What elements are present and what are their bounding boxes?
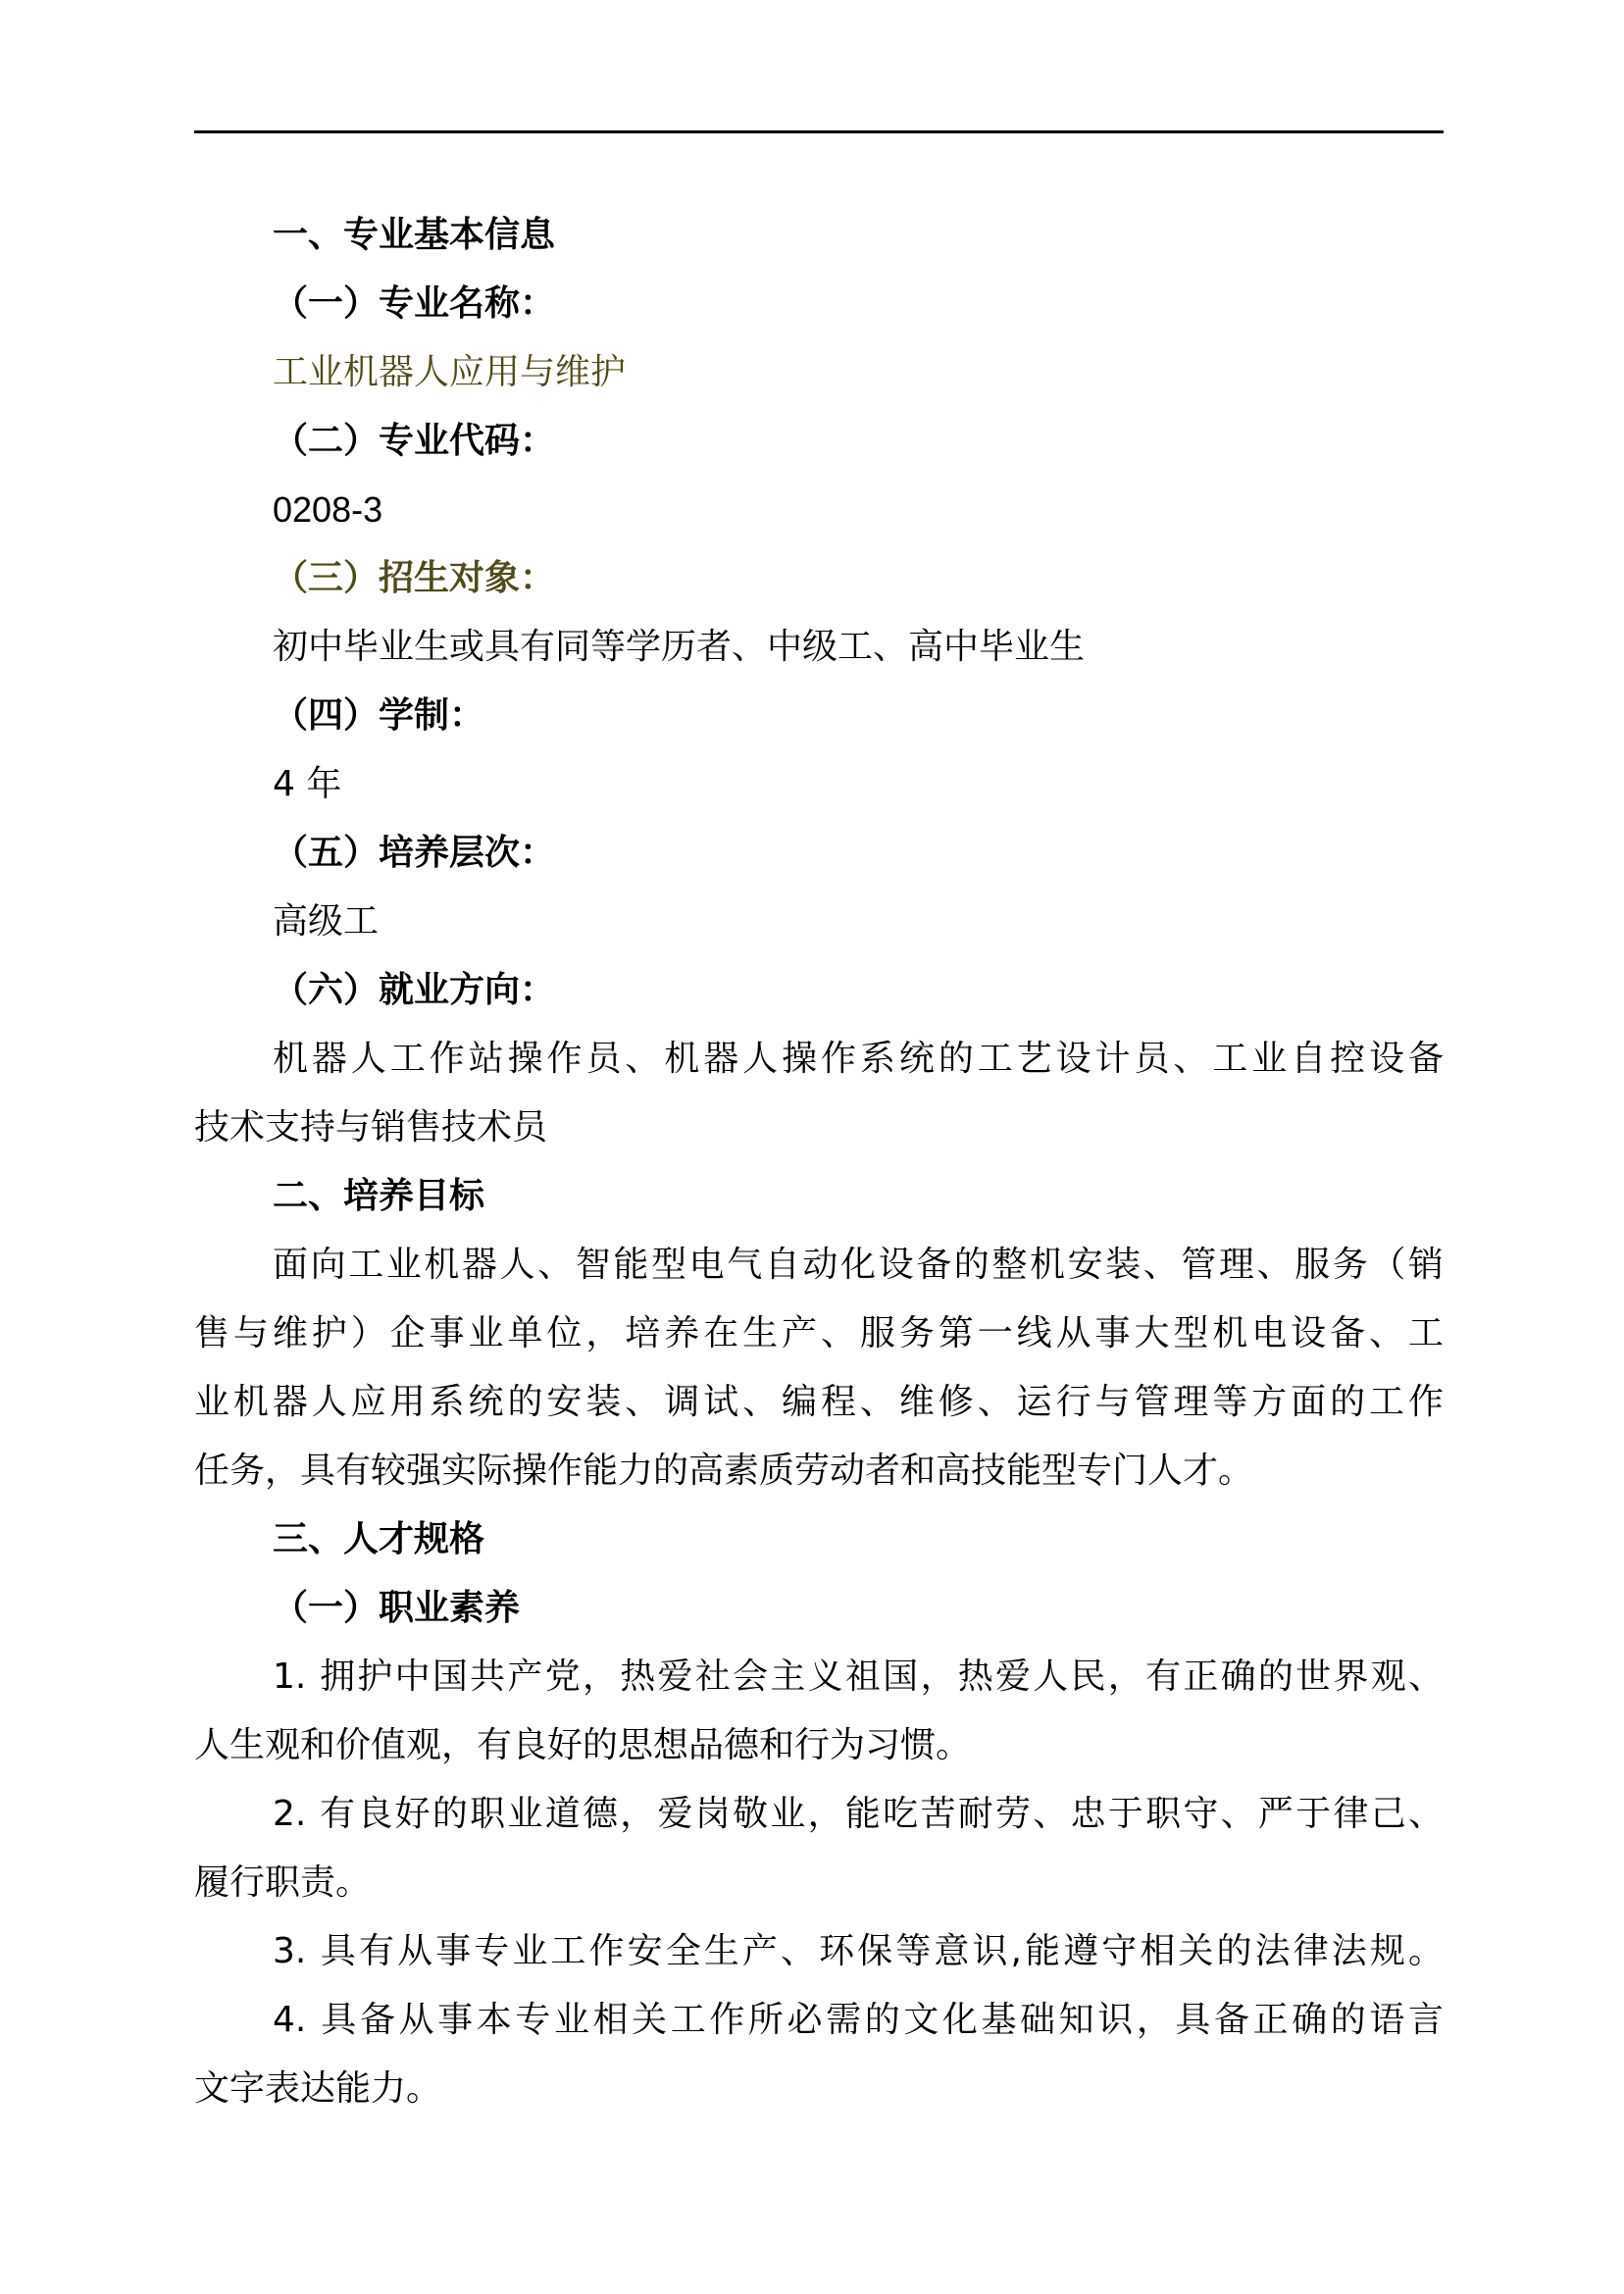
quality-item-2-line-2: 履行职责。 xyxy=(194,1862,372,1903)
quality-item-1-line-1: 1. 拥护中国共产党，热爱社会主义祖国，热爱人民，有正确的世界观、 xyxy=(273,1657,1444,1697)
major-name-value: 工业机器人应用与维护 xyxy=(273,352,627,392)
objective-line-3: 业机器人应用系统的安装、调试、编程、维修、运行与管理等方面的工作 xyxy=(194,1382,1444,1422)
major-code-label: （二）专业代码： xyxy=(273,421,556,461)
level-label: （五）培养层次： xyxy=(273,833,556,873)
enrollment-label: （三）招生对象： xyxy=(273,558,556,598)
quality-item-4-line-1: 4. 具备从事本专业相关工作所必需的文化基础知识，具备正确的语言 xyxy=(273,2000,1444,2040)
objective-line-4: 任务，具有较强实际操作能力的高素质劳动者和高技能型专门人才。 xyxy=(194,1451,1254,1491)
quality-item-1-line-2: 人生观和价值观，有良好的思想品德和行为习惯。 xyxy=(194,1725,972,1765)
duration-label: （四）学制： xyxy=(273,695,485,736)
major-name-label: （一）专业名称： xyxy=(273,283,556,324)
header-rule xyxy=(194,130,1444,133)
duration-value: 4 年 xyxy=(273,764,342,804)
enrollment-value: 初中毕业生或具有同等学历者、中级工、高中毕业生 xyxy=(273,627,1086,667)
section-2-title: 二、培养目标 xyxy=(273,1176,485,1216)
professional-quality-title: （一）职业素养 xyxy=(273,1588,521,1628)
major-code-value: 0208-3 xyxy=(273,489,383,530)
quality-item-2-line-1: 2. 有良好的职业道德，爱岗敬业，能吃苦耐劳、忠于职守、严于律己、 xyxy=(273,1794,1444,1834)
quality-item-4-line-2: 文字表达能力。 xyxy=(194,2068,442,2109)
objective-line-1: 面向工业机器人、智能型电气自动化设备的整机安装、管理、服务（销 xyxy=(273,1245,1444,1285)
quality-item-3-line-1: 3. 具有从事专业工作安全生产、环保等意识,能遵守相关的法律法规。 xyxy=(273,1931,1444,1971)
career-line-2: 技术支持与销售技术员 xyxy=(194,1107,548,1147)
section-1-title: 一、专业基本信息 xyxy=(273,215,556,255)
level-value: 高级工 xyxy=(273,901,380,942)
career-line-1: 机器人工作站操作员、机器人操作系统的工艺设计员、工业自控设备 xyxy=(273,1039,1444,1079)
section-3-title: 三、人才规格 xyxy=(273,1519,485,1559)
career-label: （六）就业方向： xyxy=(273,970,556,1010)
objective-line-2: 售与维护）企事业单位，培养在生产、服务第一线从事大型机电设备、工 xyxy=(194,1313,1444,1353)
